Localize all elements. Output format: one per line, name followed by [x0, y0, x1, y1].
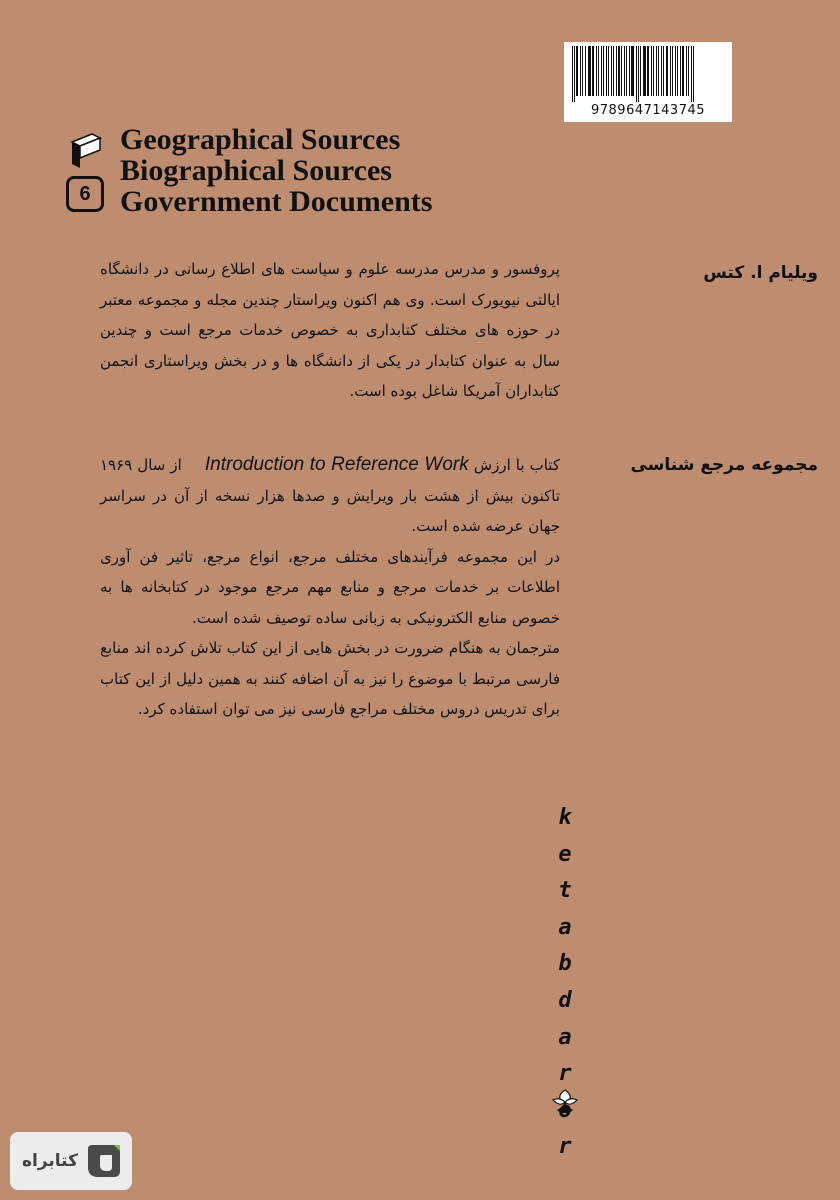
barcode-bar [666, 46, 668, 96]
isbn-number: 9789647143745 [590, 103, 706, 118]
ketabrah-watermark [10, 1132, 132, 1190]
barcode-bar [572, 46, 573, 102]
barcode-bar [658, 46, 659, 96]
series-mark [66, 128, 110, 218]
barcode-bar [672, 46, 673, 96]
barcode-bar [647, 46, 649, 96]
barcode-bar [613, 46, 614, 96]
vertical-letter: d [558, 987, 572, 1013]
barcode-bar [592, 46, 594, 96]
collection-paragraph-2: در این مجموعه فرآیندهای مختلف مرجع، انواع مرجع، تاثیر فن آوری اطلاعات بر خدمات مرجع و منابع مهم مرجع موجود در کتابخانه ها به خصوص منابع الکترونیکی به زبانی ساده توصیف شده است. [100, 547, 560, 627]
barcode-bar [653, 46, 654, 96]
barcode-bar [580, 46, 581, 96]
barcode-bar [688, 46, 689, 96]
vertical-letter: r [558, 1134, 572, 1160]
barcode-bar [636, 46, 637, 102]
intro-rest: از سال ۱۹۶۹ تاکنون بیش از هشت بار ویرایش و صدها هزار نسخه از آن در سراسر جهان عرضه شده است. [100, 456, 560, 535]
barcode-bar [598, 46, 599, 96]
publisher-logo-icon [549, 1086, 581, 1118]
barcode-bar [675, 46, 676, 96]
barcode-bar [596, 46, 597, 96]
collection-paragraph-3: مترجمان به هنگام ضرورت در بخش هایی از این کتاب تلاش کرده اند منابع فارسی مرتبط با موضوع را نیز به آن اضافه کنند به همین دلیل از این کتاب برای تدریس دروس مختلف مراجع فارسی نیز می توان استفاده کرد. [100, 639, 560, 718]
barcode-bar [618, 46, 620, 96]
barcode-bar [611, 46, 612, 96]
ketabrah-logo-icon [84, 1141, 124, 1181]
barcode-bar [638, 46, 639, 102]
vertical-letter: e [558, 841, 572, 867]
barcode-bar [643, 46, 646, 96]
vertical-letter: b [558, 951, 572, 977]
barcode-bar [601, 46, 602, 96]
vertical-letter: a [558, 1024, 572, 1050]
barcode-bar [640, 46, 641, 96]
series-title-geographical: Geographical Sources [120, 123, 401, 156]
english-series-titles [120, 124, 432, 217]
vertical-letter: t [558, 878, 572, 904]
barcode-bar [631, 46, 634, 96]
series-title-biographical: Biographical Sources [120, 154, 392, 187]
barcode-bar [656, 46, 657, 96]
vertical-letter: r [558, 1061, 572, 1087]
barcode-bar [677, 46, 678, 96]
barcode-bars [570, 46, 726, 102]
book-stack-icon [66, 128, 106, 172]
isbn-barcode [564, 42, 732, 122]
book-title-en: Introduction to Reference Work [204, 454, 469, 475]
barcode-bar [576, 46, 578, 96]
collection-intro [100, 450, 560, 542]
intro-prefix: کتاب با ارزش [473, 456, 560, 474]
author-bio [100, 254, 560, 407]
collection-heading: مجموعه مرجع شناسی [630, 455, 818, 475]
barcode-bar [608, 46, 609, 96]
ketabrah-label: کتابراه [21, 1151, 78, 1171]
barcode-bar [663, 46, 664, 96]
barcode-bar [686, 46, 687, 96]
barcode-bar [606, 46, 607, 96]
barcode-bar [680, 46, 681, 96]
barcode-bar [651, 46, 652, 96]
barcode-bar [661, 46, 662, 96]
barcode-bar [682, 46, 684, 96]
barcode-bar [624, 46, 625, 96]
barcode-bar [588, 46, 591, 96]
barcode-bar [626, 46, 627, 96]
series-title-government: Government Documents [120, 185, 433, 218]
barcode-bar [585, 46, 586, 96]
series-number-badge: 6 [66, 176, 104, 212]
vertical-letter: k [558, 805, 572, 830]
barcode-bar [629, 46, 630, 96]
author-name: ویلیام ا. کتس [703, 263, 818, 283]
barcode-bar [621, 46, 622, 96]
barcode-bar [670, 46, 671, 96]
vertical-letter: a [558, 914, 572, 940]
barcode-bar [603, 46, 604, 96]
author-bio-text: پروفسور و مدرس مدرسه علوم و سیاست های اطلاع رسانی در دانشگاه ایالتی نیویورک است. وی هم اکنون ویراستار چندین مجله و مجموعه معتبر در حوزه های مختلف کتابداری به خصوص خدمات مرجع است و چندین سال به عنوان کتابدار در یکی از دانشگاه ها و در بخش ویراستاری انجمن کتابداران آمریکا شاغل بوده است. [100, 260, 560, 400]
barcode-bar [691, 46, 692, 102]
barcode-bar [582, 46, 583, 96]
barcode-bar [693, 46, 694, 102]
barcode-bar [574, 46, 575, 102]
barcode-bar [616, 46, 617, 96]
collection-description [100, 450, 560, 725]
